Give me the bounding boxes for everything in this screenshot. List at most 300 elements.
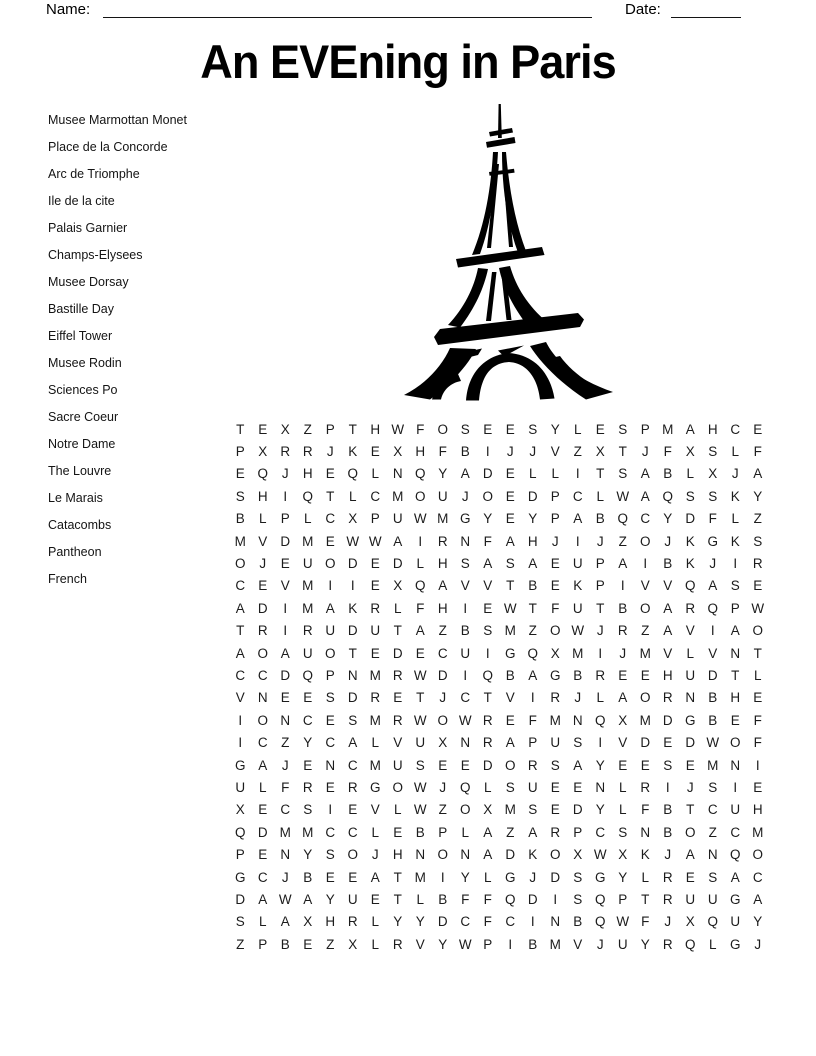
grid-letter: I: [283, 623, 288, 639]
grid-letter: F: [708, 511, 717, 527]
grid-letter: Y: [303, 847, 313, 863]
grid-letter: A: [325, 600, 335, 616]
grid-letter: J: [529, 444, 537, 460]
name-label: Name:: [46, 1, 91, 18]
word-list-item: Palais Garnier: [48, 221, 128, 235]
grid-letter: I: [733, 556, 738, 572]
grid-letter: C: [437, 645, 448, 661]
grid-letter: Y: [325, 891, 335, 907]
grid-letter: Y: [438, 936, 448, 952]
grid-letter: Q: [684, 936, 696, 952]
grid-letter: W: [593, 847, 607, 863]
grid-letter: C: [707, 802, 718, 818]
grid-letter: E: [325, 779, 335, 795]
grid-letter: L: [483, 869, 492, 885]
grid-letter: D: [392, 556, 403, 572]
grid-letter: S: [618, 466, 628, 482]
grid-letter: K: [730, 533, 740, 549]
grid-letter: A: [528, 824, 538, 840]
grid-letter: K: [640, 847, 650, 863]
grid-letter: P: [325, 667, 335, 683]
grid-letter: V: [460, 578, 470, 594]
grid-letter: U: [730, 802, 741, 818]
grid-letter: V: [573, 936, 583, 952]
grid-letter: O: [639, 600, 651, 616]
name-blank-line[interactable]: [103, 0, 592, 18]
grid-letter: J: [551, 533, 559, 549]
grid-letter: F: [281, 779, 290, 795]
grid-letter: W: [616, 914, 630, 930]
grid-letter: E: [325, 712, 335, 728]
grid-letter: F: [753, 735, 762, 751]
grid-letter: N: [460, 847, 471, 863]
grid-letter: W: [571, 623, 585, 639]
grid-letter: V: [280, 578, 290, 594]
grid-letter: B: [573, 667, 583, 683]
grid-letter: S: [550, 757, 560, 773]
grid-letter: X: [393, 578, 403, 594]
grid-letter: I: [463, 600, 468, 616]
grid-letter: F: [461, 891, 470, 907]
grid-letter: J: [281, 466, 289, 482]
grid-letter: C: [257, 667, 268, 683]
grid-letter: M: [392, 488, 404, 504]
grid-letter: G: [729, 936, 741, 952]
word-list: [48, 107, 238, 593]
grid-letter: N: [460, 735, 471, 751]
grid-letter: S: [618, 421, 628, 437]
grid-letter: O: [347, 847, 358, 863]
grid-letter: S: [348, 712, 358, 728]
grid-letter: E: [370, 444, 380, 460]
grid-letter: E: [595, 421, 605, 437]
grid-letter: E: [640, 757, 650, 773]
header-bar: [0, 0, 816, 24]
grid-letter: M: [279, 824, 291, 840]
grid-letter: G: [594, 869, 606, 885]
grid-letter: S: [730, 578, 740, 594]
grid-letter: B: [663, 824, 673, 840]
grid-letter: N: [347, 667, 358, 683]
grid-letter: P: [528, 735, 538, 751]
grid-letter: C: [730, 421, 741, 437]
grid-letter: X: [348, 936, 358, 952]
word-list-item: Catacombs: [48, 518, 112, 532]
grid-letter: M: [707, 757, 719, 773]
grid-letter: U: [325, 623, 336, 639]
grid-letter: A: [348, 735, 358, 751]
grid-letter: N: [325, 757, 336, 773]
grid-letter: B: [505, 667, 515, 683]
grid-letter: Q: [594, 914, 606, 930]
grid-letter: T: [326, 488, 335, 504]
grid-letter: O: [639, 690, 651, 706]
grid-letter: T: [618, 444, 627, 460]
grid-letter: R: [392, 667, 403, 683]
grid-letter: N: [257, 690, 268, 706]
grid-letter: X: [393, 444, 403, 460]
grid-letter: O: [437, 712, 448, 728]
grid-letter: I: [328, 802, 333, 818]
grid-letter: U: [370, 623, 381, 639]
grid-letter: U: [415, 735, 426, 751]
grid-letter: W: [413, 511, 427, 527]
grid-letter: V: [663, 578, 673, 594]
grid-letter: S: [753, 533, 763, 549]
grid-letter: T: [393, 869, 402, 885]
grid-letter: C: [640, 511, 651, 527]
grid-letter: D: [235, 891, 246, 907]
grid-letter: D: [572, 802, 583, 818]
grid-letter: W: [278, 891, 292, 907]
grid-letter: L: [258, 511, 267, 527]
grid-letter: D: [280, 533, 291, 549]
grid-letter: M: [572, 645, 584, 661]
grid-letter: S: [483, 623, 493, 639]
grid-letter: E: [505, 511, 515, 527]
grid-letter: A: [618, 690, 628, 706]
grid-letter: S: [505, 779, 515, 795]
grid-letter: E: [550, 779, 560, 795]
grid-letter: J: [596, 623, 604, 639]
grid-letter: M: [234, 533, 246, 549]
grid-letter: G: [234, 757, 246, 773]
grid-letter: A: [753, 466, 763, 482]
grid-letter: Q: [482, 667, 493, 683]
grid-letter: T: [753, 645, 762, 661]
grid-letter: A: [618, 556, 628, 572]
grid-letter: R: [752, 556, 763, 572]
grid-letter: C: [595, 824, 606, 840]
eiffel-tower-icon: [390, 102, 630, 402]
grid-letter: Q: [414, 578, 426, 594]
grid-letter: S: [685, 488, 695, 504]
grid-letter: L: [686, 466, 694, 482]
grid-letter: S: [708, 779, 718, 795]
grid-letter: Y: [415, 914, 425, 930]
grid-letter: A: [505, 533, 515, 549]
grid-letter: I: [553, 891, 558, 907]
grid-letter: N: [280, 847, 291, 863]
grid-letter: P: [258, 936, 268, 952]
word-list-item: Eiffel Tower: [48, 329, 113, 343]
grid-letter: R: [347, 779, 358, 795]
grid-letter: H: [662, 667, 673, 683]
grid-letter: O: [639, 533, 651, 549]
grid-letter: H: [437, 556, 448, 572]
grid-letter: D: [257, 824, 268, 840]
grid-letter: C: [370, 488, 381, 504]
grid-letter: E: [573, 779, 583, 795]
grid-letter: D: [347, 556, 358, 572]
grid-letter: O: [414, 488, 426, 504]
grid-letter: T: [596, 466, 605, 482]
grid-letter: M: [549, 936, 561, 952]
grid-letter: L: [641, 869, 649, 885]
grid-letter: U: [685, 891, 696, 907]
grid-letter: H: [325, 914, 336, 930]
grid-letter: Z: [281, 735, 290, 751]
grid-letter: W: [346, 533, 360, 549]
grid-letter: A: [528, 556, 538, 572]
grid-letter: S: [303, 802, 313, 818]
grid-letter: R: [662, 891, 673, 907]
grid-letter: A: [438, 578, 448, 594]
grid-letter: I: [283, 488, 288, 504]
grid-letter: B: [573, 914, 583, 930]
grid-letter: T: [731, 667, 740, 683]
grid-letter: P: [573, 824, 583, 840]
grid-letter: E: [438, 757, 448, 773]
grid-letter: A: [505, 735, 515, 751]
grid-letter: Z: [506, 824, 515, 840]
grid-letter: T: [236, 623, 245, 639]
grid-letter: J: [596, 533, 604, 549]
grid-letter: U: [685, 667, 696, 683]
grid-letter: Y: [753, 914, 763, 930]
grid-letter: L: [731, 444, 739, 460]
grid-letter: U: [460, 645, 471, 661]
grid-letter: I: [328, 578, 333, 594]
grid-letter: P: [550, 488, 560, 504]
grid-letter: S: [663, 757, 673, 773]
grid-letter: U: [550, 735, 561, 751]
grid-letter: J: [664, 847, 672, 863]
grid-letter: R: [437, 533, 448, 549]
grid-letter: X: [685, 914, 695, 930]
grid-letter: J: [709, 556, 717, 572]
grid-letter: H: [302, 466, 313, 482]
grid-letter: H: [437, 600, 448, 616]
grid-letter: L: [528, 466, 537, 482]
grid-letter: K: [348, 444, 358, 460]
grid-letter: E: [483, 421, 493, 437]
grid-letter: Z: [528, 623, 537, 639]
grid-letter: Z: [573, 444, 582, 460]
grid-letter: E: [325, 533, 335, 549]
grid-letter: E: [618, 667, 628, 683]
grid-letter: W: [413, 667, 427, 683]
grid-letter: B: [415, 824, 425, 840]
grid-letter: E: [303, 936, 313, 952]
grid-letter: U: [527, 779, 538, 795]
grid-letter: Y: [640, 936, 650, 952]
date-blank-line[interactable]: [671, 0, 741, 18]
grid-letter: E: [303, 690, 313, 706]
grid-letter: Q: [257, 466, 268, 482]
grid-letter: R: [392, 712, 403, 728]
grid-letter: T: [393, 623, 402, 639]
grid-letter: J: [754, 936, 762, 952]
grid-letter: J: [439, 690, 447, 706]
grid-letter: E: [235, 466, 245, 482]
grid-letter: M: [369, 757, 381, 773]
grid-letter: F: [528, 712, 537, 728]
grid-letter: L: [348, 488, 357, 504]
grid-letter: Q: [347, 466, 358, 482]
grid-letter: Z: [708, 824, 717, 840]
grid-letter: N: [707, 847, 718, 863]
grid-letter: S: [235, 488, 245, 504]
grid-letter: T: [483, 690, 492, 706]
grid-letter: N: [572, 712, 583, 728]
word-list-item: Notre Dame: [48, 437, 116, 451]
grid-letter: M: [369, 667, 381, 683]
grid-letter: L: [371, 914, 379, 930]
grid-letter: C: [730, 824, 741, 840]
grid-letter: X: [708, 466, 718, 482]
grid-letter: C: [235, 578, 246, 594]
grid-letter: X: [280, 421, 290, 437]
grid-letter: I: [418, 533, 423, 549]
grid-letter: A: [708, 578, 718, 594]
grid-letter: F: [551, 600, 560, 616]
grid-letter: E: [348, 802, 358, 818]
grid-letter: G: [504, 645, 516, 661]
grid-letter: Z: [618, 533, 627, 549]
grid-letter: I: [530, 914, 535, 930]
grid-letter: K: [348, 600, 358, 616]
grid-letter: S: [460, 556, 470, 572]
grid-letter: W: [503, 600, 517, 616]
grid-letter: D: [392, 645, 403, 661]
grid-letter: I: [598, 735, 603, 751]
grid-letter: Q: [707, 914, 718, 930]
grid-letter: K: [685, 556, 695, 572]
grid-letter: A: [235, 645, 245, 661]
grid-letter: J: [461, 488, 469, 504]
word-list-item: Pantheon: [48, 545, 102, 559]
grid-letter: C: [460, 914, 471, 930]
grid-letter: Q: [594, 712, 606, 728]
grid-letter: Y: [483, 511, 493, 527]
grid-letter: A: [370, 869, 380, 885]
grid-letter: G: [369, 779, 381, 795]
grid-letter: Z: [641, 623, 650, 639]
grid-letter: T: [596, 600, 605, 616]
grid-letter: C: [325, 735, 336, 751]
grid-letter: D: [550, 869, 561, 885]
grid-letter: K: [528, 847, 538, 863]
grid-letter: N: [640, 824, 651, 840]
grid-letter: L: [393, 600, 402, 616]
grid-letter: R: [280, 444, 291, 460]
grid-letter: S: [708, 444, 718, 460]
grid-letter: D: [685, 735, 696, 751]
grid-letter: S: [573, 891, 583, 907]
grid-letter: Q: [414, 466, 426, 482]
grid-letter: K: [573, 578, 583, 594]
grid-letter: M: [504, 623, 516, 639]
grid-letter: D: [527, 488, 538, 504]
grid-letter: U: [392, 757, 403, 773]
grid-letter: J: [596, 936, 604, 952]
grid-letter: M: [302, 824, 314, 840]
grid-letter: E: [370, 578, 380, 594]
grid-letter: S: [573, 735, 583, 751]
word-list-item: Ile de la cite: [48, 194, 115, 208]
grid-letter: L: [258, 779, 267, 795]
grid-letter: E: [280, 690, 290, 706]
grid-letter: I: [530, 690, 535, 706]
grid-letter: V: [685, 623, 695, 639]
grid-letter: S: [708, 869, 718, 885]
grid-letter: Y: [460, 869, 470, 885]
grid-letter: G: [459, 511, 471, 527]
grid-letter: L: [371, 466, 379, 482]
grid-letter: B: [280, 936, 290, 952]
grid-letter: Q: [459, 779, 471, 795]
grid-letter: D: [662, 712, 673, 728]
grid-letter: F: [753, 444, 762, 460]
page-title: An EVEning in Paris: [200, 35, 616, 88]
grid-letter: U: [235, 779, 246, 795]
grid-letter: F: [641, 802, 650, 818]
grid-letter: X: [303, 914, 313, 930]
word-list-item: Arc de Triomphe: [48, 167, 140, 181]
grid-letter: L: [461, 824, 469, 840]
grid-letter: I: [575, 533, 580, 549]
word-list-item: Musee Rodin: [48, 356, 122, 370]
grid-letter: E: [753, 690, 763, 706]
grid-letter: D: [437, 914, 448, 930]
grid-letter: L: [483, 779, 492, 795]
grid-letter: A: [685, 847, 695, 863]
grid-letter: R: [595, 667, 606, 683]
grid-letter: P: [280, 511, 290, 527]
grid-letter: I: [350, 578, 355, 594]
grid-letter: W: [706, 735, 720, 751]
grid-letter: A: [235, 600, 245, 616]
grid-letter: O: [437, 847, 448, 863]
grid-letter: J: [326, 444, 334, 460]
grid-letter: X: [618, 847, 628, 863]
grid-letter: I: [598, 645, 603, 661]
grid-letter: M: [437, 511, 449, 527]
word-list-item: The Louvre: [48, 464, 112, 478]
grid-letter: P: [235, 847, 245, 863]
grid-letter: E: [348, 869, 358, 885]
grid-letter: A: [258, 891, 268, 907]
grid-letter: J: [574, 690, 582, 706]
grid-letter: O: [437, 421, 448, 437]
grid-letter: E: [730, 712, 740, 728]
grid-letter: I: [755, 757, 760, 773]
grid-letter: B: [708, 690, 718, 706]
grid-letter: P: [550, 511, 560, 527]
grid-letter: X: [618, 712, 628, 728]
grid-letter: B: [303, 869, 313, 885]
grid-letter: U: [302, 645, 313, 661]
grid-letter: O: [684, 824, 696, 840]
grid-letter: H: [415, 444, 426, 460]
grid-letter: T: [416, 690, 425, 706]
grid-letter: L: [371, 735, 379, 751]
grid-letter: R: [662, 936, 673, 952]
grid-letter: E: [685, 757, 695, 773]
grid-letter: L: [618, 779, 627, 795]
grid-letter: D: [505, 847, 516, 863]
grid-letter: O: [459, 802, 471, 818]
grid-letter: X: [550, 645, 560, 661]
grid-letter: D: [482, 757, 493, 773]
grid-letter: W: [413, 779, 427, 795]
grid-letter: E: [325, 869, 335, 885]
grid-letter: R: [662, 869, 673, 885]
grid-letter: T: [348, 421, 357, 437]
grid-letter: S: [573, 869, 583, 885]
grid-letter: U: [707, 891, 718, 907]
